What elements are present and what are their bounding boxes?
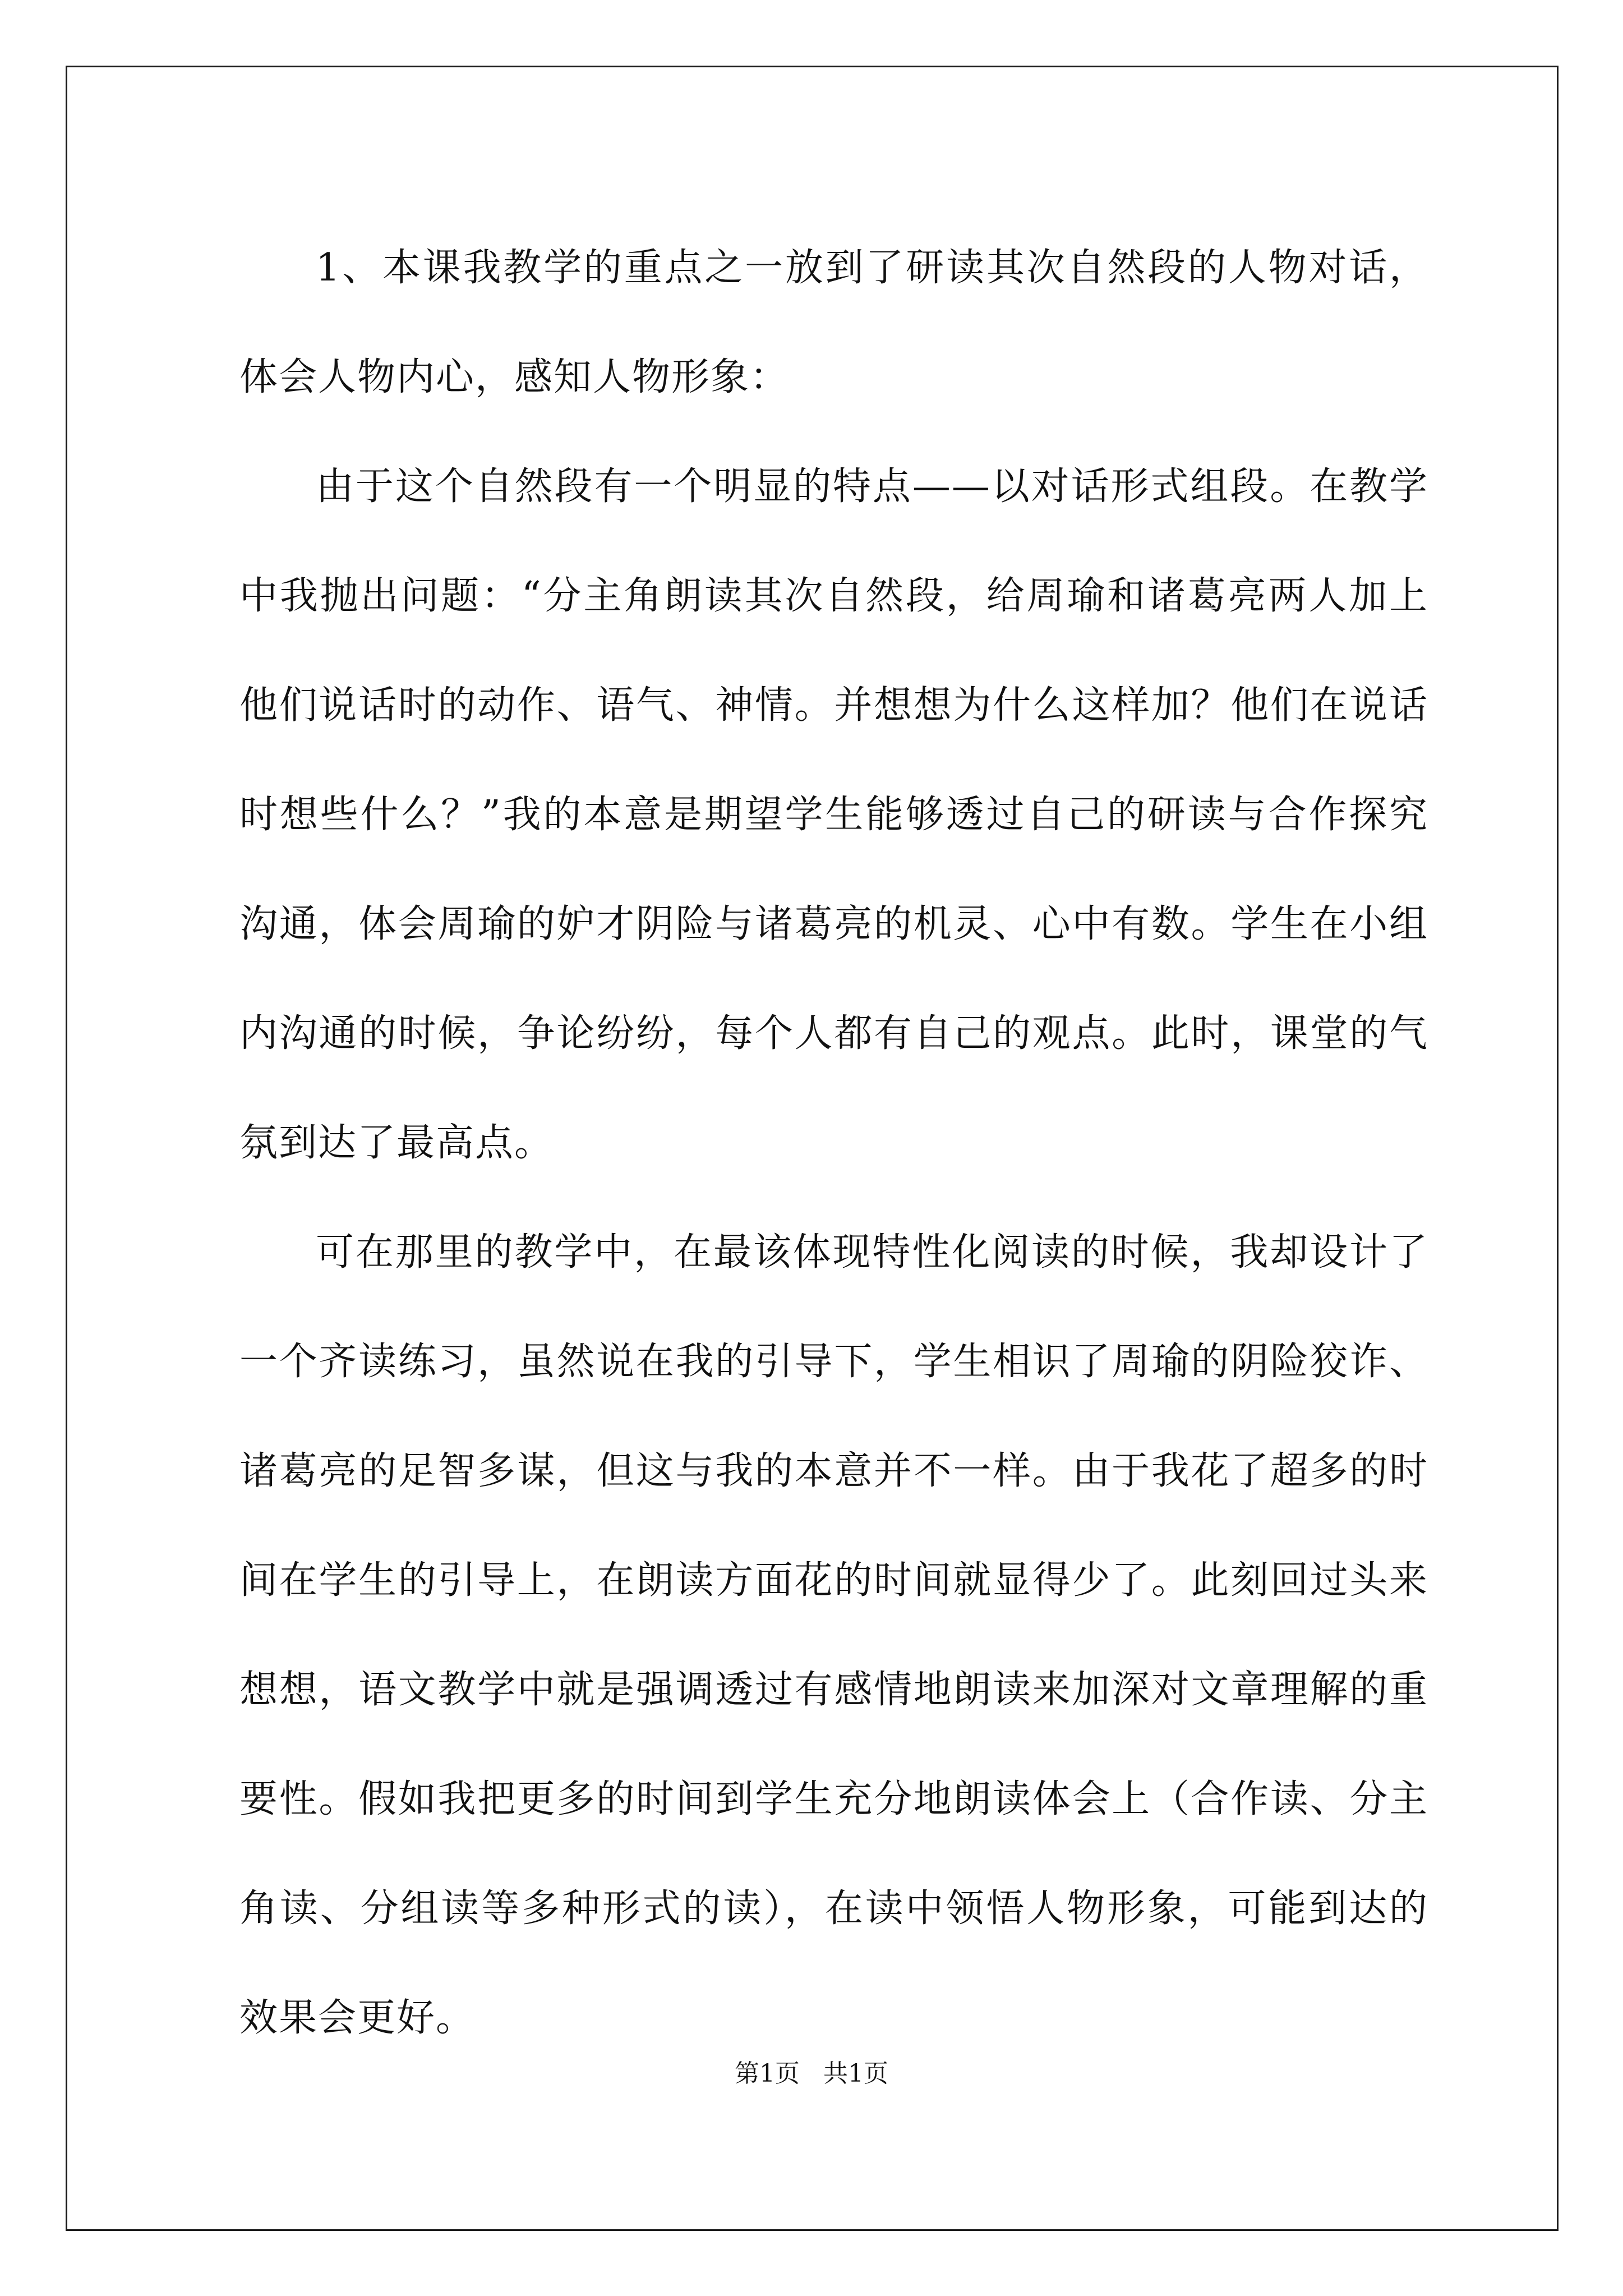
paragraph-1: 1、本课我教学的重点之一放到了研读其次自然段的人物对话，体会人物内心，感知人物形象： [239,246,1428,399]
paragraph-2: 由于这个自然段有一个明显的特点——以对话形式组段。在教学中我抛出问题：“分主角朗读其次自然段，给周瑜和诸葛亮两人加上他们说话时的动作、语气、神情。并想想为什么这样加？他们在说话时想些什么？”我的本意是期望学生能够透过自己的研读与合作探究沟通，体会周瑜的妒才阴险与诸葛亮的机灵、心中有数。学生在小组内沟通的时候，争论纷纷，每个人都有自己的观点。此时，课堂的气氛到达了最高点。 [239,464,1428,1165]
page-footer: 第1页 共1页 [735,2059,888,2088]
paragraph-3: 可在那里的教学中，在最该体现特性化阅读的时候，我却设计了一个齐读练习，虽然说在我的引导下，学生相识了周瑜的阴险狡诈、诸葛亮的足智多谋，但这与我的本意并不一样。由于我花了超多的时间在学生的引导上，在朗读方面花的时间就显得少了。此刻回过头来想想，语文教学中就是强调透过有感情地朗读来加深对文章理解的重要性。假如我把更多的时间到学生充分地朗读体会上（合作读、分主角读、分组读等多种形式的读），在读中领悟人物形象，可能到达的效果会更好。 [239,1230,1428,2040]
document-body [239,213,1428,2073]
